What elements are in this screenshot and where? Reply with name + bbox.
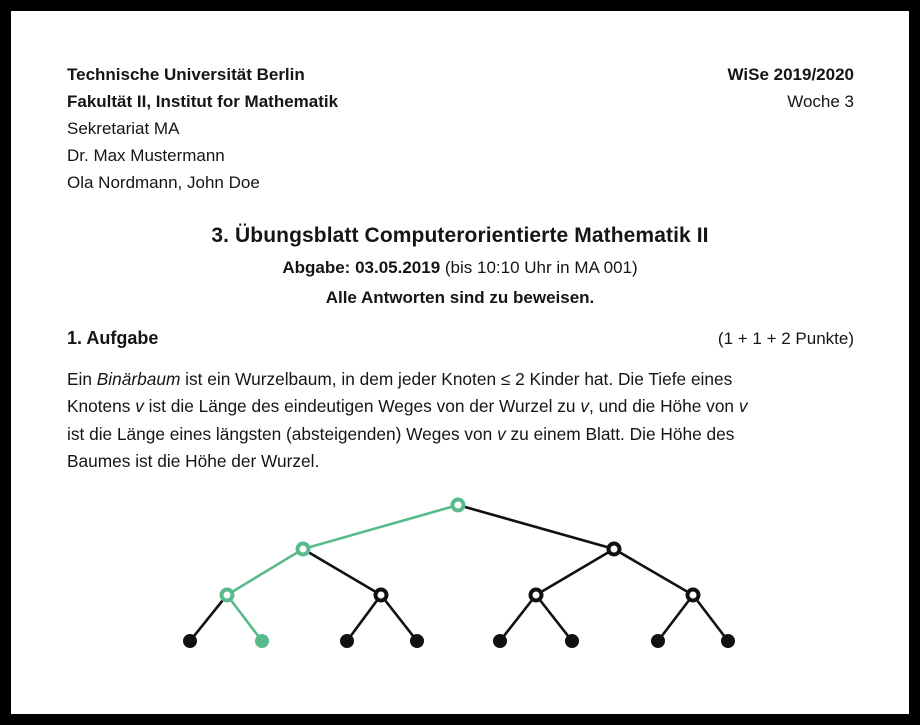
tree-node-r <box>453 500 464 511</box>
header-line: Woche 3 <box>787 92 854 111</box>
tree-edge <box>303 505 458 549</box>
tree-node-c <box>222 590 233 601</box>
tree-node-l8 <box>721 634 735 648</box>
header-line: Ola Nordmann, John Doe <box>67 173 260 192</box>
tree-edge <box>536 549 614 595</box>
tree-node-a <box>298 544 309 555</box>
task-heading: 1. Aufgabe <box>67 328 159 348</box>
tree-edge <box>458 505 614 549</box>
due-date: Abgabe: 03.05.2019 <box>282 258 441 277</box>
tree-node-l3 <box>340 634 354 648</box>
tree-node-e <box>531 590 542 601</box>
paragraph-line: Knotens v ist die Länge des eindeutigen Weges von der Wurzel zu v, und die Höhe von v <box>67 396 748 417</box>
tree-edge <box>190 595 227 641</box>
tree-node-l6 <box>565 634 579 648</box>
tree-edge <box>614 549 693 595</box>
paragraph-line: ist die Länge eines längsten (absteigenden) Weges von v zu einem Blatt. Die Höhe des <box>67 423 735 444</box>
header-line: Dr. Max Mustermann <box>67 146 225 165</box>
tree-edge <box>500 595 536 641</box>
tree-node-b <box>609 544 620 555</box>
tree-edge <box>303 549 381 595</box>
page-title: 3. Übungsblatt Computerorientierte Mathematik II <box>211 224 709 247</box>
tree-edge <box>227 549 303 595</box>
tree-edge <box>347 595 381 641</box>
header-line: Sekretariat MA <box>67 119 180 138</box>
header-line: Technische Universität Berlin <box>67 65 305 84</box>
tree-node-l5 <box>493 634 507 648</box>
header-line: Fakultät II, Institut for Mathematik <box>67 92 339 111</box>
header-left <box>67 61 338 196</box>
tree-edge <box>658 595 693 641</box>
header-line: WiSe 2019/2020 <box>727 65 854 84</box>
paragraph-line: Baumes ist die Höhe der Wurzel. <box>67 451 320 472</box>
task-row <box>67 328 854 349</box>
tree-edge <box>381 595 417 641</box>
header-right <box>728 61 855 115</box>
task-points: (1 + 1 + 2 Punkte) <box>717 329 854 348</box>
tree-node-l1 <box>183 634 197 648</box>
tree-edge <box>536 595 572 641</box>
due-details: (bis 10:10 Uhr in MA 001) <box>440 258 638 277</box>
tree-node-l2 <box>255 634 269 648</box>
tree-node-l7 <box>651 634 665 648</box>
paragraph-line: Ein Binärbaum ist ein Wurzelbaum, in dem jeder Knoten ≤ 2 Kinder hat. Die Tiefe eines <box>67 369 733 389</box>
tree-edge <box>693 595 728 641</box>
tree-edge <box>227 595 262 641</box>
due-line <box>0 258 920 278</box>
binary-tree-diagram <box>150 478 770 663</box>
note-line: Alle Antworten sind zu beweisen. <box>325 288 595 307</box>
task-paragraph <box>67 366 867 476</box>
tree-node-f <box>688 590 699 601</box>
tree-node-d <box>376 590 387 601</box>
tree-node-l4 <box>410 634 424 648</box>
